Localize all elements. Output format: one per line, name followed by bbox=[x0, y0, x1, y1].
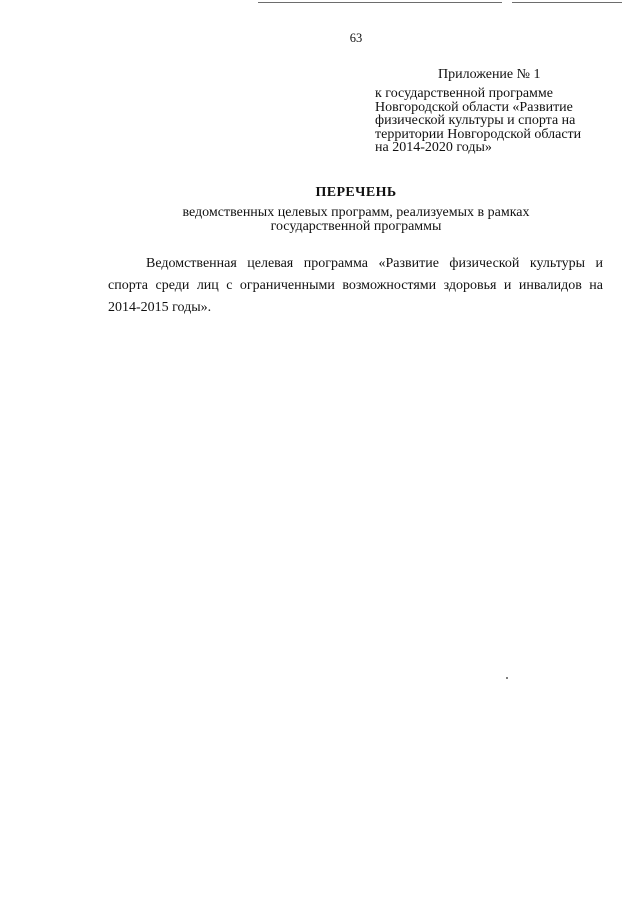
program-line: Ведомственная целевая программа «Развитие физической культуры и bbox=[146, 256, 603, 271]
appendix-line: к государственной программе bbox=[375, 86, 553, 101]
appendix-title: Приложение № 1 bbox=[438, 67, 541, 82]
program-line: спорта среди лиц с ограниченными возможностями здоровья и инвалидов на bbox=[108, 278, 603, 293]
appendix-line: Новгородской области «Развитие bbox=[375, 99, 573, 115]
subtitle-line: ведомственных целевых программ, реализуемых в рамках bbox=[182, 205, 530, 220]
scan-edge-line-right bbox=[512, 2, 622, 3]
program-paragraph bbox=[108, 253, 603, 319]
appendix-reference bbox=[375, 87, 581, 155]
list-heading: ПЕРЕЧЕНЬ bbox=[315, 185, 397, 200]
subtitle-line: государственной программы bbox=[270, 218, 442, 234]
program-line: 2014-2015 годы». bbox=[108, 300, 212, 315]
list-subtitle bbox=[0, 206, 640, 233]
scan-speck bbox=[506, 677, 508, 679]
appendix-line: территории Новгородской области bbox=[375, 126, 582, 142]
appendix-line: на 2014-2020 годы» bbox=[375, 140, 492, 155]
appendix-line: физической культуры и спорта на bbox=[375, 113, 576, 128]
scan-edge-line-left bbox=[258, 2, 502, 3]
page-number: 63 bbox=[349, 31, 363, 45]
